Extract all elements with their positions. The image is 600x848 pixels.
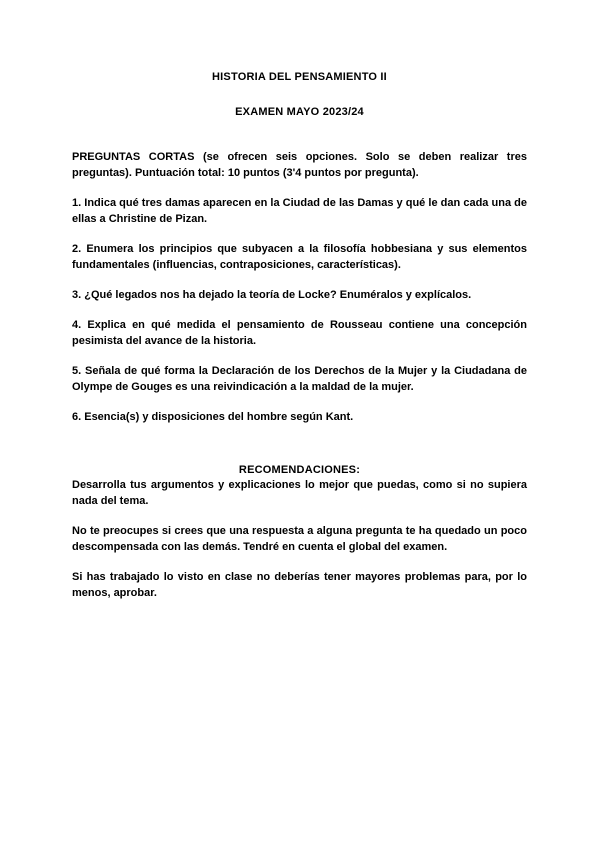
question-6: 6. Esencia(s) y disposiciones del hombre según Kant. [72, 411, 354, 423]
question-2: 2. Enumera los principios que subyacen a la filosofía hobbesiana y sus elementos fundamentales (influencias, contraposiciones, características). [72, 243, 527, 271]
recommendation-3: Si has trabajado lo visto en clase no deberías tener mayores problemas para, por lo menos, aprobar. [72, 571, 527, 599]
question-5: 5. Señala de qué forma la Declaración de los Derechos de la Mujer y la Ciudadana de Olympe de Gouges es una reivindicación a la maldad de la mujer. [72, 365, 527, 393]
question-4: 4. Explica en qué medida el pensamiento de Rousseau contiene una concepción pesimista del avance de la historia. [72, 319, 527, 347]
instructions-paragraph: PREGUNTAS CORTAS (se ofrecen seis opciones. Solo se deben realizar tres preguntas). Puntuación total: 10 puntos (3'4 puntos por pregunta). [72, 151, 527, 179]
recommendation-1: Desarrolla tus argumentos y explicaciones lo mejor que puedas, como si no supiera nada del tema. [72, 479, 527, 507]
recommendation-2: No te preocupes si crees que una respuesta a alguna pregunta te ha quedado un poco descompensada con las demás. Tendré en cuenta el global del examen. [72, 525, 527, 553]
question-3: 3. ¿Qué legados nos ha dejado la teoría de Locke? Enuméralos y explícalos. [72, 289, 472, 301]
recommendations-heading: RECOMENDACIONES: [238, 464, 361, 476]
document-subtitle: EXAMEN MAYO 2023/24 [235, 106, 364, 118]
question-1: 1. Indica qué tres damas aparecen en la Ciudad de las Damas y qué le dan cada una de ellas a Christine de Pizan. [72, 197, 527, 225]
document-title: HISTORIA DEL PENSAMIENTO II [212, 71, 387, 83]
exam-document [72, 70, 527, 601]
